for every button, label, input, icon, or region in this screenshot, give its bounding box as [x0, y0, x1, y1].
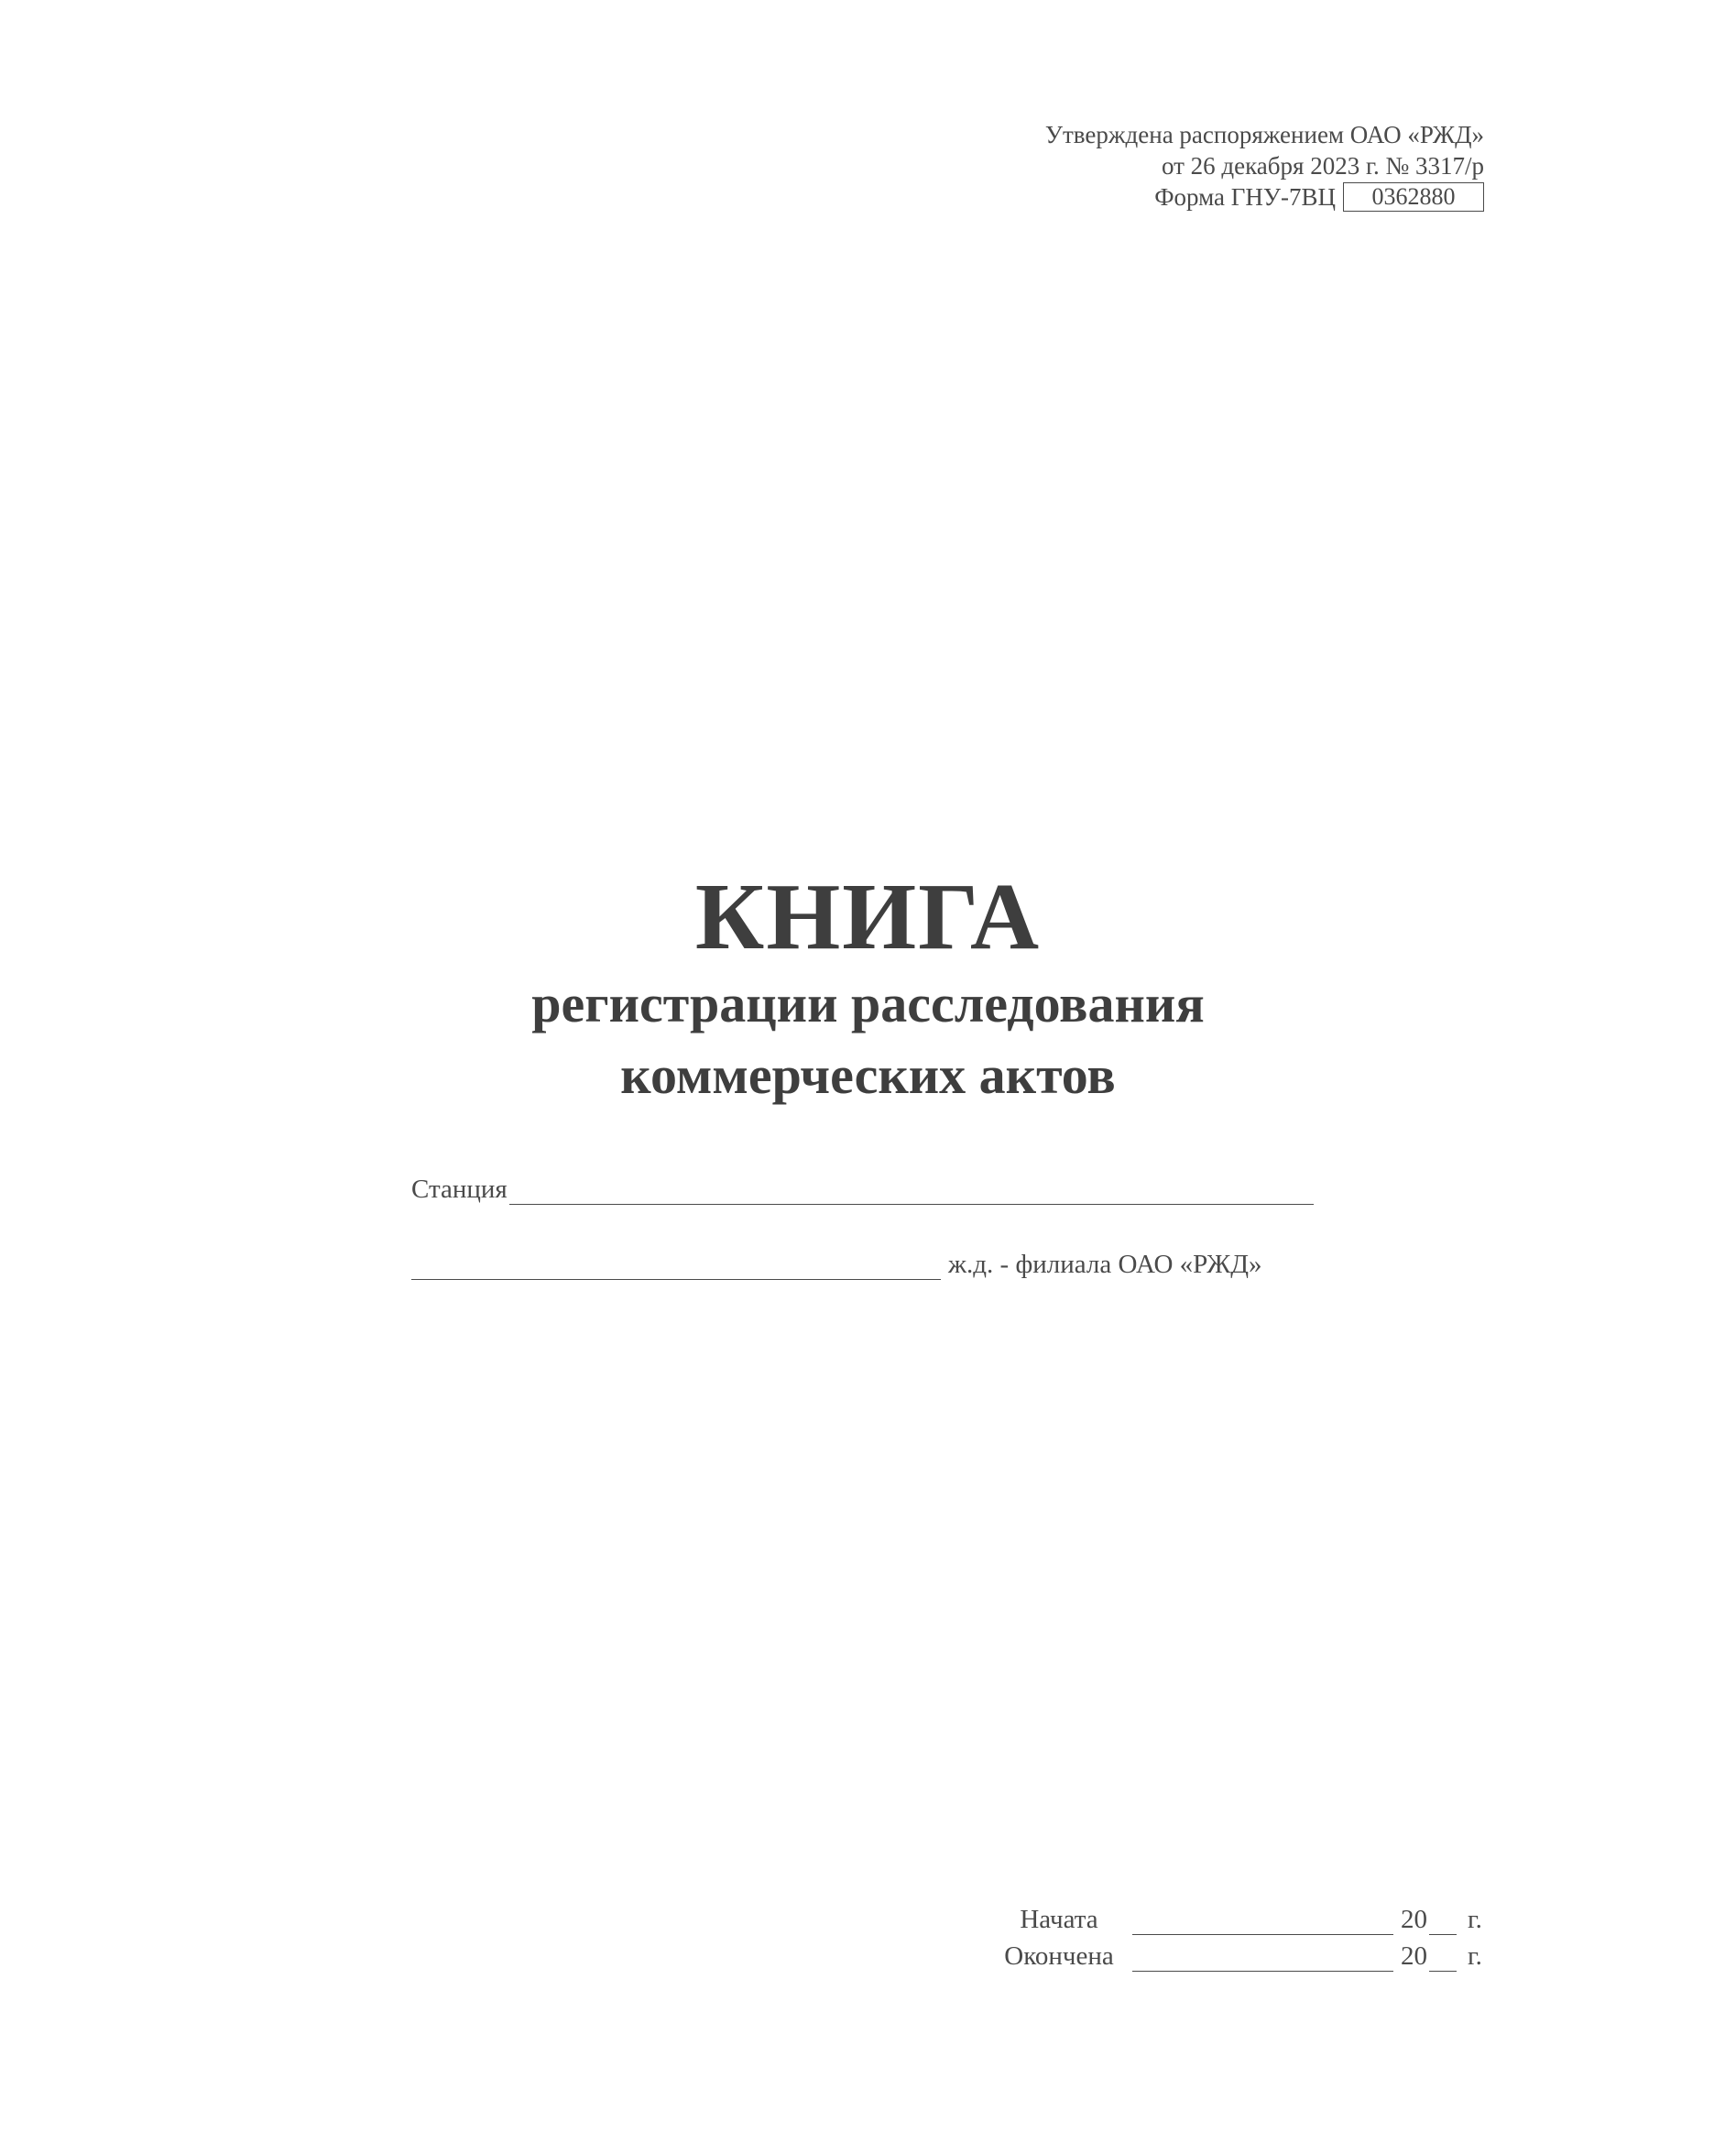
form-line [1045, 181, 1484, 213]
title-main: КНИГА [694, 864, 1042, 969]
started-row [986, 1898, 1482, 1935]
approval-line-1: Утверждена распоряжением ОАО «РЖД» [1044, 121, 1484, 148]
started-year-suffix: г. [1468, 1905, 1482, 1934]
railway-blank[interactable] [411, 1252, 941, 1280]
dates-block [986, 1898, 1482, 1972]
finished-date-blank[interactable] [1132, 1943, 1393, 1972]
finished-year-suffix: г. [1468, 1941, 1482, 1971]
form-label: Форма ГНУ-7ВЦ [1154, 183, 1336, 211]
started-year-blank[interactable] [1429, 1907, 1457, 1935]
form-code-box: 0362880 [1343, 182, 1484, 212]
title-sub-line-2: коммерческих актов [620, 1045, 1116, 1105]
railway-line [411, 1250, 1314, 1280]
finished-row [986, 1935, 1482, 1972]
started-date-blank[interactable] [1132, 1907, 1393, 1935]
finished-year-prefix: 20 [1401, 1941, 1427, 1971]
station-label: Станция [411, 1175, 508, 1204]
approval-block [1045, 119, 1484, 213]
station-blank[interactable] [509, 1176, 1314, 1205]
started-label: Начата [1020, 1905, 1098, 1934]
railway-suffix: ж.д. - филиала ОАО «РЖД» [948, 1250, 1262, 1279]
finished-year-blank[interactable] [1429, 1943, 1457, 1972]
station-line [411, 1175, 1314, 1205]
finished-label: Окончена [1004, 1941, 1114, 1971]
started-year-prefix: 20 [1401, 1905, 1427, 1934]
title-sub-line-1: регистрации расследования [531, 974, 1205, 1033]
title-block [0, 866, 1736, 1111]
approval-line-2: от 26 декабря 2023 г. № 3317/р [1161, 152, 1484, 180]
